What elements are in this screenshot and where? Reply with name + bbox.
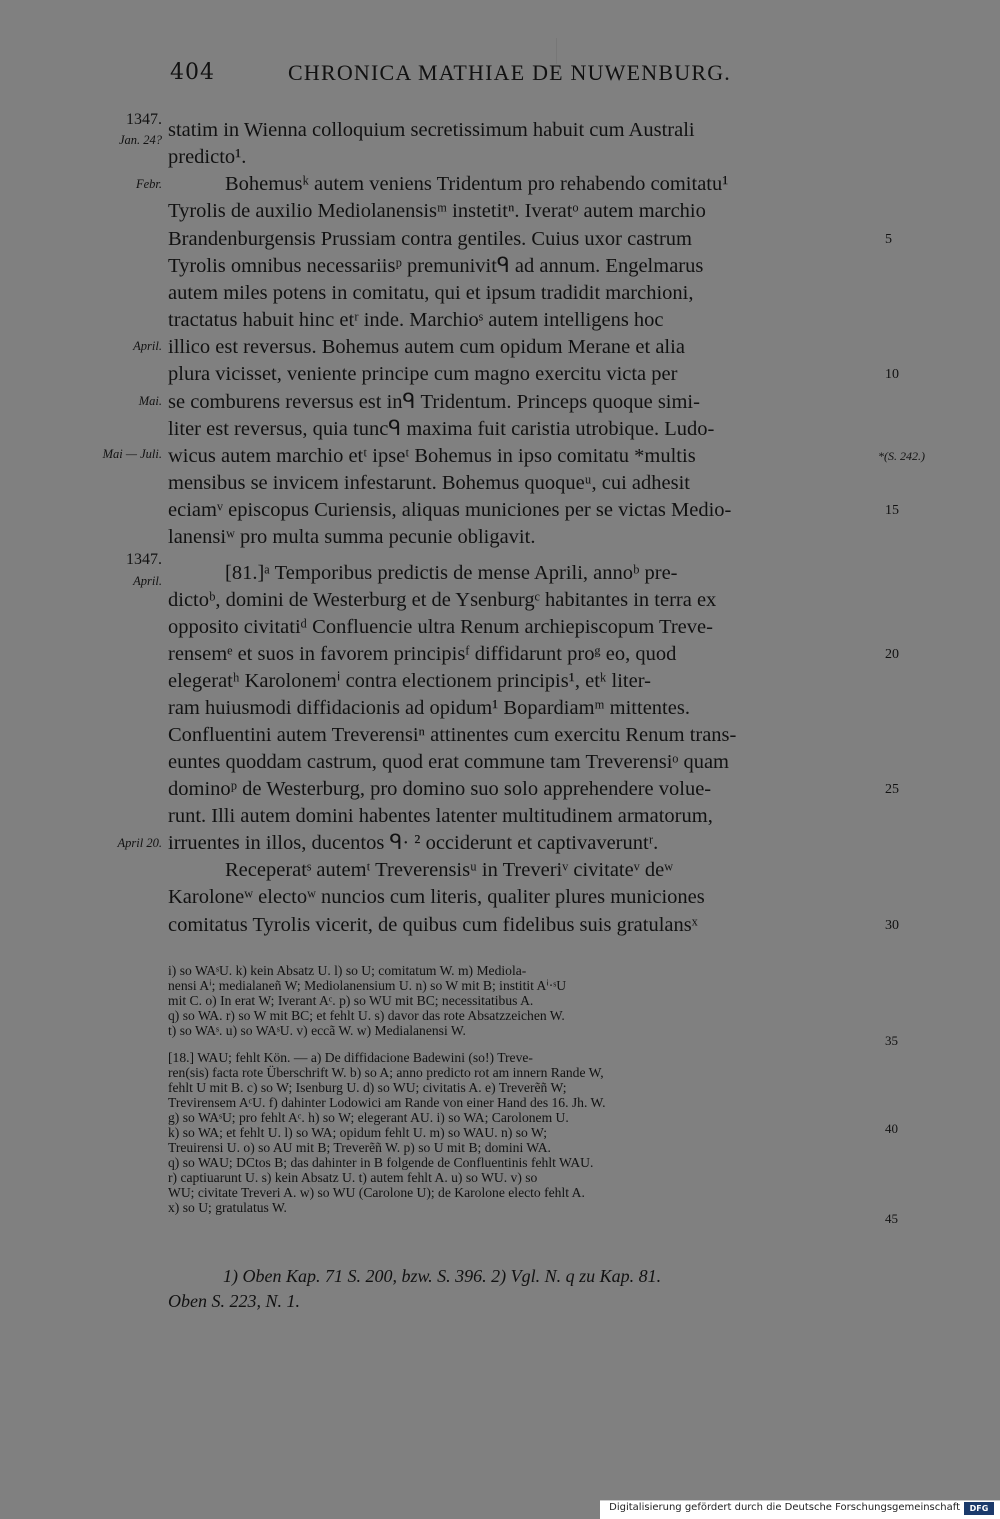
line-number: 25 xyxy=(885,782,899,797)
line-number: 45 xyxy=(885,1211,898,1226)
footnote-line: g) so WAˢU; pro fehlt Aᶜ. h) so W; elegerant AU. i) so WA; Carolonem U. xyxy=(168,1110,569,1125)
footnote-line: k) so WA; et fehlt U. l) so WA; opidum fehlt U. m) so WAU. n) so W; xyxy=(168,1125,548,1140)
footnote-line: ren(sis) facta rote Überschrift W. b) so A; anno predicto rot am innern Rande W, xyxy=(168,1065,604,1080)
margin-note: 1347. xyxy=(126,551,162,568)
body-line: plura vicisset, veniente principe cum magno exercitu victa per xyxy=(168,363,678,385)
footnote-line: i) so WAˢU. k) kein Absatz U. l) so U; comitatum W. m) Mediola- xyxy=(168,963,527,978)
footnote-line: Treuirensi U. o) so AU mit B; Treverẽñ W. p) so U mit B; domini WA. xyxy=(168,1140,551,1155)
body-line: statim in Wienna colloquium secretissimum habuit cum Australi xyxy=(168,119,695,141)
body-line: rensemᵉ et suos in favorem principisᶠ diffidarunt proᵍ eo, quod xyxy=(168,643,677,665)
body-line: eciamᵛ episcopus Curiensis, aliquas municiones per se victas Medio- xyxy=(168,499,732,521)
margin-note: April 20. xyxy=(117,836,162,850)
body-line: autem miles potens in comitatu, qui et ipsum tradidit marchioni, xyxy=(168,282,694,304)
body-line: liter est reversus, quia tuncᑫ maxima fuit caristia utrobique. Ludo- xyxy=(168,418,715,440)
body-line: wicus autem marchio etᵗ ipseᵗ Bohemus in ipso comitatu *multis xyxy=(168,445,696,467)
body-line: se comburens reversus est inᑫ Tridentum. Princeps quoque simi- xyxy=(168,391,700,413)
body-line: lanensiʷ pro multa summa pecunie obligavit. xyxy=(168,526,536,548)
margin-note: Febr. xyxy=(135,177,162,191)
footnote-line: Trevirensem AᶜU. f) dahinter Lodowici am Rande von einer Hand des 16. Jh. W. xyxy=(168,1095,606,1110)
footnote-line: [18.] WAU; fehlt Kön. — a) De diffidacione Badewini (so!) Treve- xyxy=(168,1050,533,1065)
body-line: predicto¹. xyxy=(168,146,247,168)
footnote-line: WU; civitate Treveri A. w) so WU (Carolone U); de Karolone electo fehlt A. xyxy=(168,1185,585,1200)
body-line: opposito civitatiᵈ Confluencie ultra Renum archiepiscopum Treve- xyxy=(168,616,713,638)
margin-note: Jan. 24? xyxy=(118,133,162,147)
footnote-line: q) so WA. r) so W mit BC; et fehlt U. s) davor das rote Absatzzeichen W. xyxy=(168,1008,565,1023)
footnote-line: nensi Aⁱ; medialaneñ W; Mediolanensium U. n) so W mit B; institit Aⁱ·ˢU xyxy=(168,978,567,993)
body-line: dictoᵇ, domini de Westerburg et de Ysenburgᶜ habitantes in terra ex xyxy=(168,589,717,611)
body-line: Tyrolis omnibus necessariisᵖ premunivitᑫ ad annum. Engelmarus xyxy=(168,255,704,277)
body-line: tractatus habuit hinc etʳ inde. Marchioˢ autem intelligens hoc xyxy=(168,309,664,331)
reference-line: Oben S. 223, N. 1. xyxy=(168,1291,300,1311)
margin-note: Mai — Juli. xyxy=(102,447,162,461)
body-line: comitatus Tyrolis vicerit, de quibus cum fidelibus suis gratulansˣ xyxy=(168,914,698,936)
footnote-line: q) so WAU; DCtos B; das dahinter in B folgende de Confluentinis fehlt WAU. xyxy=(168,1155,594,1170)
page-title: CHRONICA MATHIAE DE NUWENBURG. xyxy=(288,60,731,85)
body-line: irruentes in illos, ducentos ᑫ· ² occiderunt et captivaveruntʳ. xyxy=(168,832,659,854)
line-number: 20 xyxy=(885,647,899,662)
body-line: illico est reversus. Bohemus autem cum opidum Merane et alia xyxy=(168,336,685,358)
body-line: Receperatˢ autemᵗ Treverensisᵘ in Treveriᵛ civitateᵛ deʷ xyxy=(225,859,673,881)
line-number: 10 xyxy=(885,367,899,382)
line-number: 40 xyxy=(885,1121,898,1136)
footnote-line: x) so U; gratulatus W. xyxy=(168,1200,287,1215)
chapter-start-line: [81.]ᵃ Temporibus predictis de mense Aprili, annoᵇ pre- xyxy=(225,562,678,584)
margin-note: April. xyxy=(133,339,162,353)
body-line: elegeratʰ Karolonemⁱ contra electionem principis¹, etᵏ liter- xyxy=(168,670,651,692)
footer-credit: Digitalisierung gefördert durch die Deutsche Forschungsgemeinschaft xyxy=(609,1502,960,1513)
reference-line: 1) Oben Kap. 71 S. 200, bzw. S. 396. 2) Vgl. N. q zu Kap. 81. xyxy=(223,1266,662,1286)
dfg-logo: DFG xyxy=(964,1502,994,1515)
body-line: Tyrolis de auxilio Mediolanensisᵐ instetitⁿ. Iveratᵒ autem marchio xyxy=(168,200,706,222)
body-line: euntes quoddam castrum, quod erat commune tam Treverensiᵒ quam xyxy=(168,751,729,773)
line-number: 35 xyxy=(885,1033,898,1048)
line-number: 15 xyxy=(885,503,899,518)
line-number: 5 xyxy=(885,232,892,247)
body-line: runt. Illi autem domini habentes latenter multitudinem armatorum, xyxy=(168,805,713,827)
footnote-line: t) so WAˢ. u) so WAˢU. v) eccã W. w) Medialanensi W. xyxy=(168,1023,466,1038)
margin-note: April. xyxy=(133,574,162,588)
page-ref-marker: *(S. 242.) xyxy=(878,449,925,463)
page-number: 404 xyxy=(170,60,215,85)
body-line: ram huiusmodi diffidacionis ad opidum¹ Bopardiamᵐ mittentes. xyxy=(168,697,690,719)
footnote-line: r) captiuarunt U. s) kein Absatz U. t) autem fehlt A. u) so WU. v) so xyxy=(168,1170,538,1185)
body-line: Karoloneʷ electoʷ nuncios cum literis, qualiter plures municiones xyxy=(168,886,705,908)
body-line: Bohemusᵏ autem veniens Tridentum pro rehabendo comitatu¹ xyxy=(225,173,729,195)
body-line: Brandenburgensis Prussiam contra gentiles. Cuius uxor castrum xyxy=(168,228,693,250)
footnote-line: mit C. o) In erat W; Iverant Aᶜ. p) so WU mit BC; necessitatibus A. xyxy=(168,993,534,1008)
body-line: dominoᵖ de Westerburg, pro domino suo solo apprehendere volue- xyxy=(168,778,712,800)
margin-note: Mai. xyxy=(138,394,162,408)
line-number: 30 xyxy=(885,918,899,933)
margin-note: 1347. xyxy=(126,111,162,128)
body-line: Confluentini autem Treverensiⁿ attinentes cum exercitu Renum trans- xyxy=(168,724,737,746)
footnote-line: fehlt U mit B. c) so W; Isenburg U. d) so WU; civitatis A. e) Treverẽñ W; xyxy=(168,1080,567,1095)
body-line: mensibus se invicem infestarunt. Bohemus quoqueᵘ, cui adhesit xyxy=(168,472,690,494)
